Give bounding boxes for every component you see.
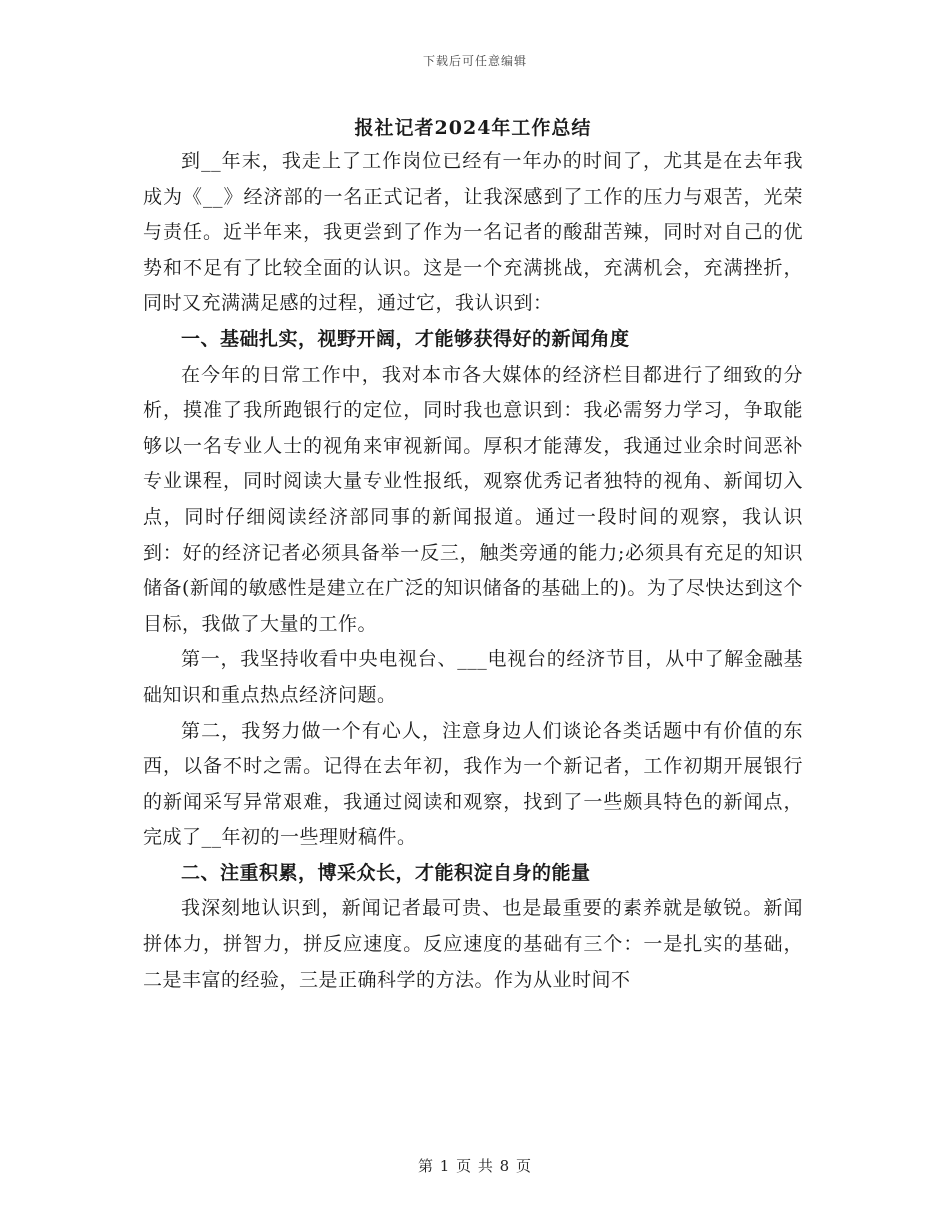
- document-title: 报社记者2024年工作总结: [354, 117, 592, 139]
- paragraph-intro: 到__年末，我走上了工作岗位已经有一年办的时间了，尤其是在去年我成为《__》经济部的一名正式记者，让我深感到了工作的压力与艰苦，光荣与责任。近半年来，我更尝到了作为一名记者的酸甜苦辣，同时对自己的优势和不足有了比较全面的认识。这是一个充满挑战，充满机会，充满挫折，同时又充满满足感的过程，通过它，我认识到：: [143, 150, 803, 315]
- paragraph-section1-body: 在今年的日常工作中，我对本市各大媒体的经济栏目都进行了细致的分析，摸准了我所跑银行的定位，同时我也意识到：我必需努力学习，争取能够以一名专业人士的视角来审视新闻。厚积才能薄发，我通过业余时间恶补专业课程，同时阅读大量专业性报纸，观察优秀记者独特的视角、新闻切入点，同时仔细阅读经济部同事的新闻报道。通过一段时间的观察，我认识到：好的经济记者必须具备举一反三，触类旁通的能力;必须具有充足的知识储备(新闻的敏感性是建立在广泛的知识储备的基础上的)。为了尽快达到这个目标，我做了大量的工作。: [143, 363, 803, 635]
- page-number-footer: 第 1 页 共 8 页: [418, 1157, 532, 1175]
- paragraph-section2-body: 我深刻地认识到，新闻记者最可贵、也是最重要的素养就是敏锐。新闻拼体力，拼智力，拼反应速度。反应速度的基础有三个：一是扎实的基础，二是丰富的经验，三是正确科学的方法。作为从业时间不: [143, 897, 803, 991]
- section-heading-2: 二、注重积累，博采众长，才能积淀自身的能量: [181, 861, 591, 884]
- document-body: [143, 112, 803, 998]
- paragraph-first-point: 第一，我坚持收看中央电视台、___电视台的经济节目，从中了解金融基础知识和重点热点经济问题。: [143, 648, 803, 706]
- section-heading-1: 一、基础扎实，视野开阔，才能够获得好的新闻角度: [181, 327, 630, 350]
- header-note: 下载后可任意编辑: [422, 54, 527, 68]
- paragraph-second-point: 第二，我努力做一个有心人，注意身边人们谈论各类话题中有价值的东西，以备不时之需。记得在去年初，我作为一个新记者，工作初期开展银行的新闻采写异常艰难，我通过阅读和观察，找到了一些颇具特色的新闻点，完成了__年初的一些理财稿件。: [143, 719, 803, 849]
